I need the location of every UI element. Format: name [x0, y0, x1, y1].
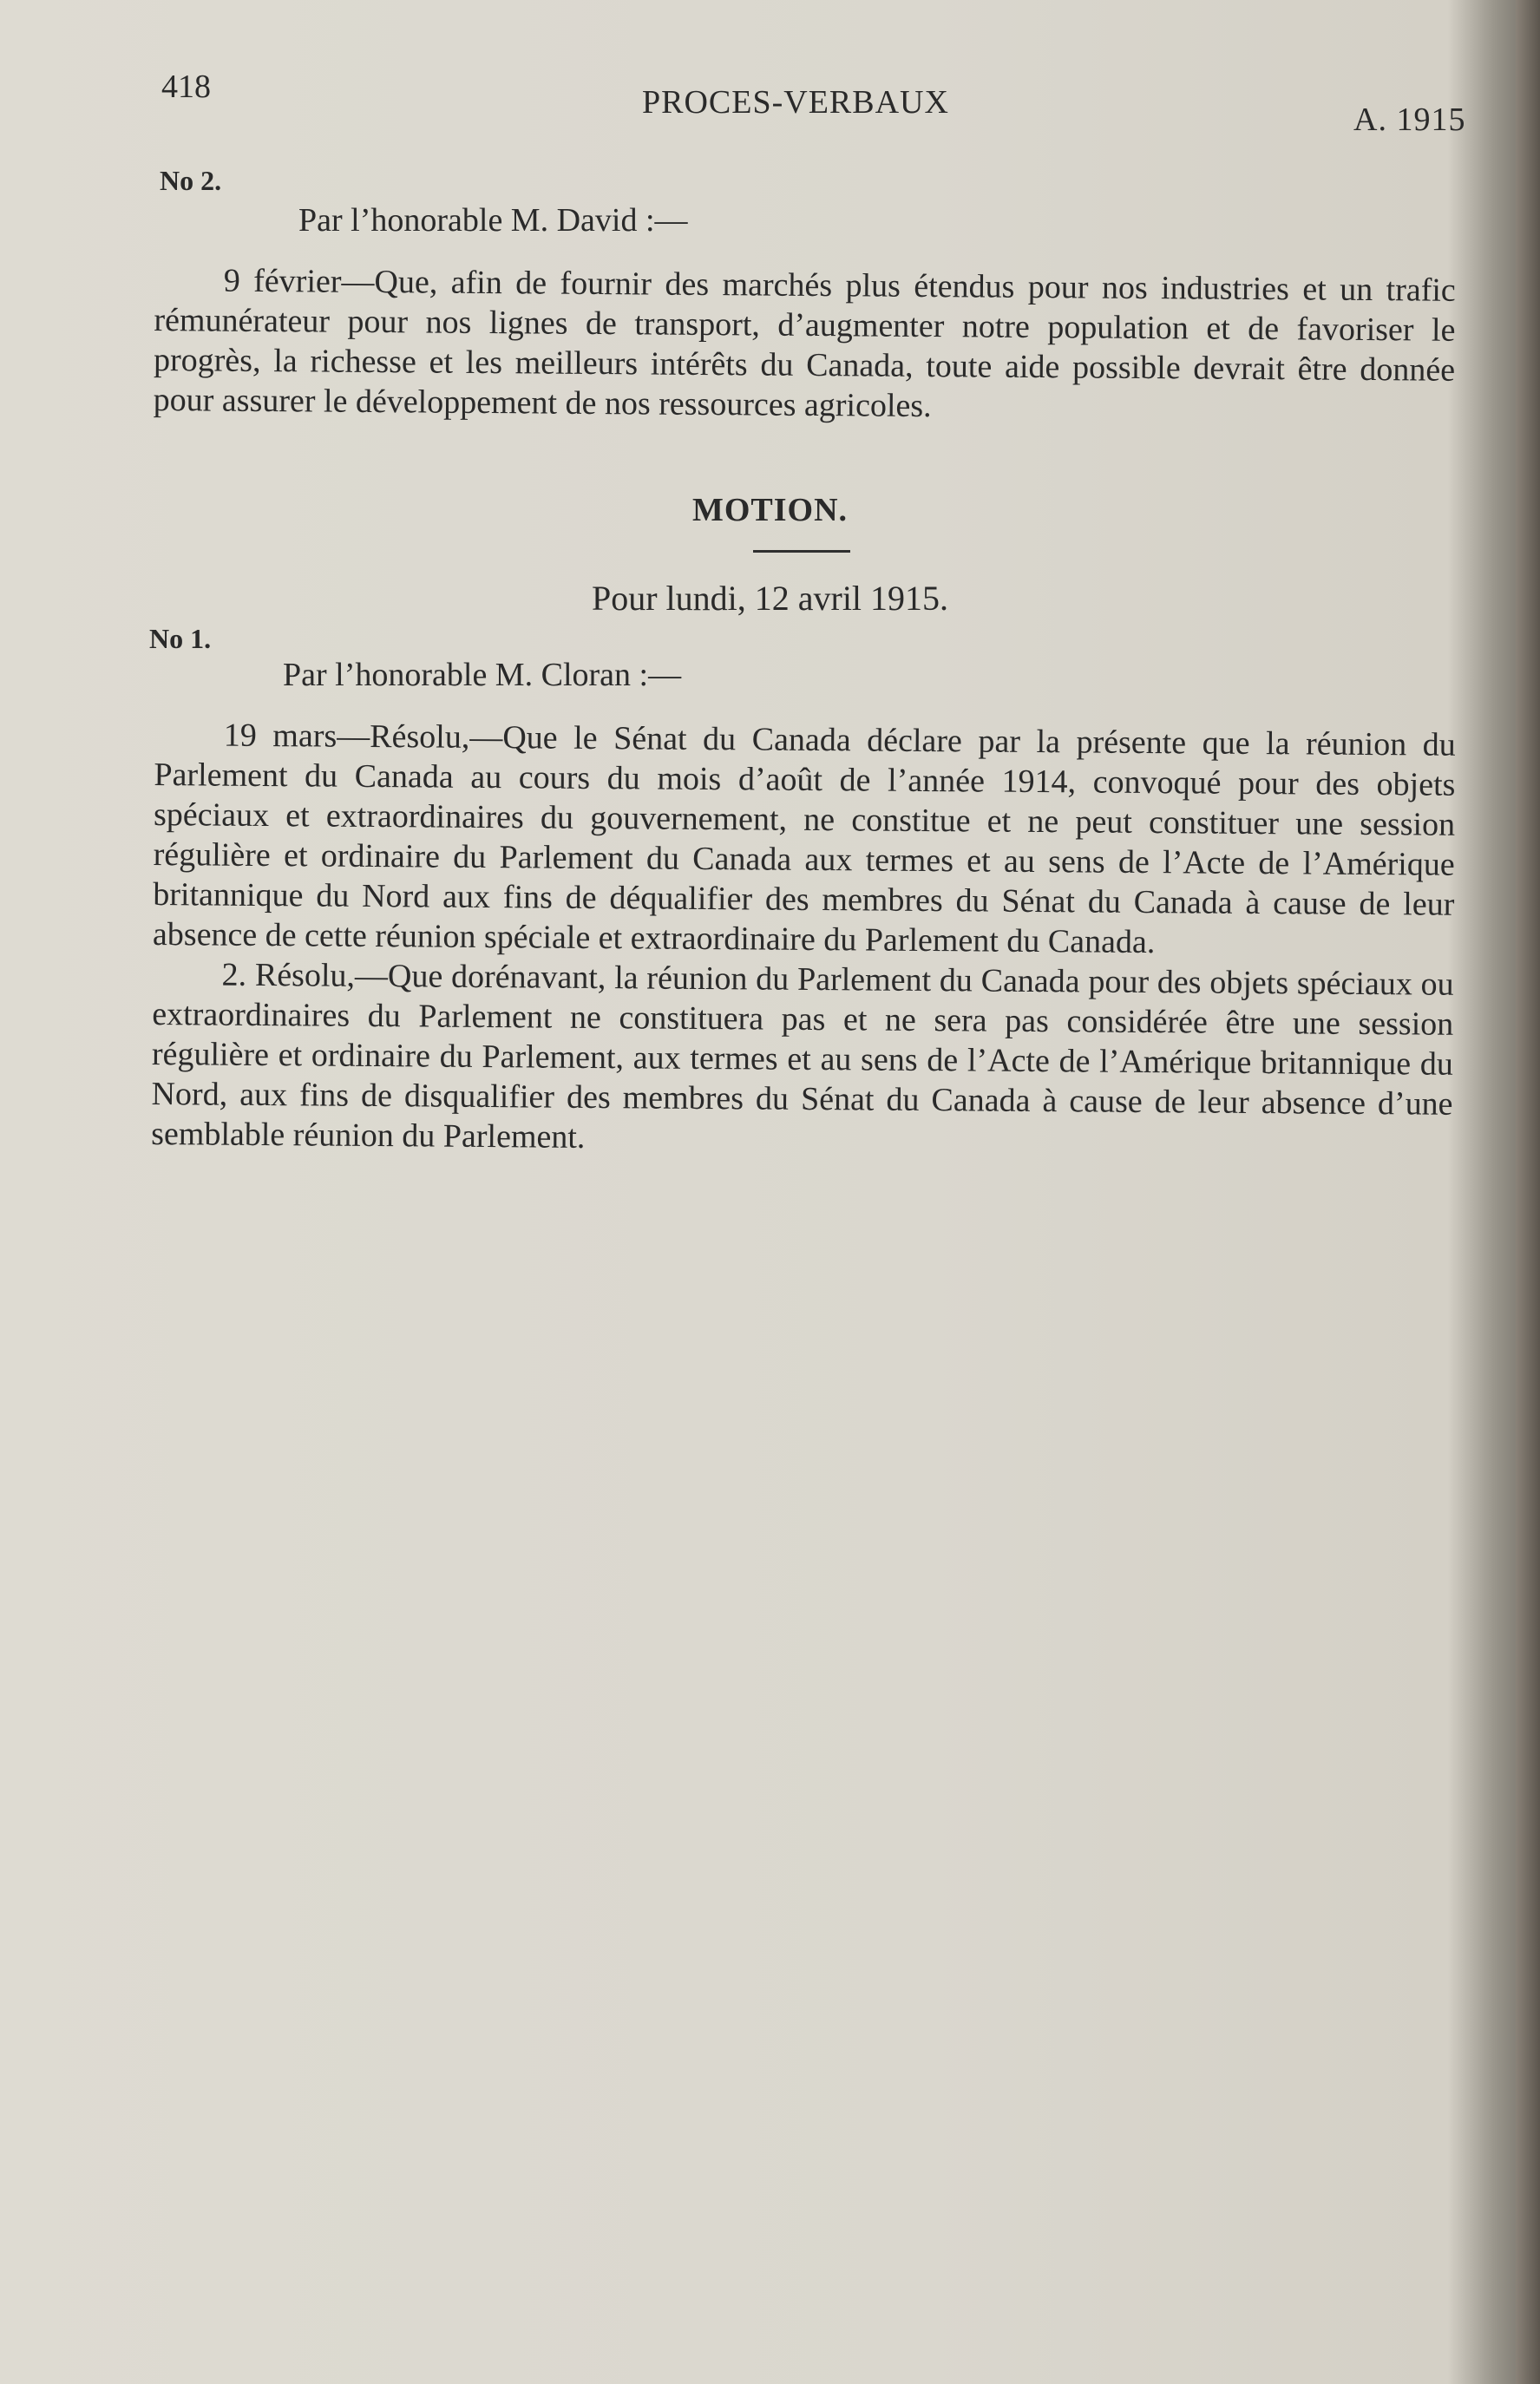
resolution-2-text: 2. Résolu,—Que dorénavant, la réunion du Parlement du Canada pour des objets spéciaux ou extraordinaires du Parlement ne constituera pas et ne sera pas considérée être une session régulière et ordinaire du Parlement, aux termes et au sens de l’Acte de l’Amérique britannique du Nord, aux fins de disqualifier des membres du Sénat du Canada à cause de leur absence d’une semblable réunion du Parlement. — [151, 956, 1454, 1156]
motion-text-block — [151, 715, 1456, 1164]
motion-section-title: MOTION. — [691, 492, 849, 528]
notice-2-text: 9 février—Que, afin de fournir des marchés plus étendus pour nos industries et un trafic rémunérateur pour nos lignes de transport, d’augmenter notre population et de favoriser le progrès, la richesse et les meilleurs intérêts du Canada, toute aide possible devrait être donnée pour assurer le développement de nos ressources agricoles. — [153, 262, 1456, 425]
motion-number-1: No 1. — [149, 623, 212, 654]
motion-date: Pour lundi, 12 avril 1915. — [591, 579, 949, 618]
title-rule-divider — [753, 550, 850, 553]
running-header-title: PROCES-VERBAUX — [642, 84, 949, 121]
notice-number-2: No 2. — [160, 165, 222, 196]
page-number: 418 — [161, 69, 211, 105]
notice-2-text-block — [154, 260, 1456, 430]
notice-2-mover: Par l’honorable M. David :— — [298, 202, 688, 239]
resolution-1-text: 19 mars—Résolu,—Que le Sénat du Canada déclare par la présente que la réunion du Parlement du Canada au cours du mois d’août de l’année 1914, convoqué pour des objets spéciaux et extraordinaires du gouvernement, ne constitue et ne peut constituer une session régulière et ordinaire du Parlement du Canada aux termes et au sens de l’Acte de l’Amérique britannique du Nord aux fins de déqualifier des membres du Sénat du Canada à cause de leur absence de cette réunion spéciale et extraordinaire du Parlement du Canada. — [152, 717, 1456, 961]
book-binding-edge — [1516, 0, 1540, 2384]
motion-mover: Par l’honorable M. Cloran :— — [283, 657, 682, 693]
running-header-year: A. 1915 — [1353, 102, 1466, 138]
